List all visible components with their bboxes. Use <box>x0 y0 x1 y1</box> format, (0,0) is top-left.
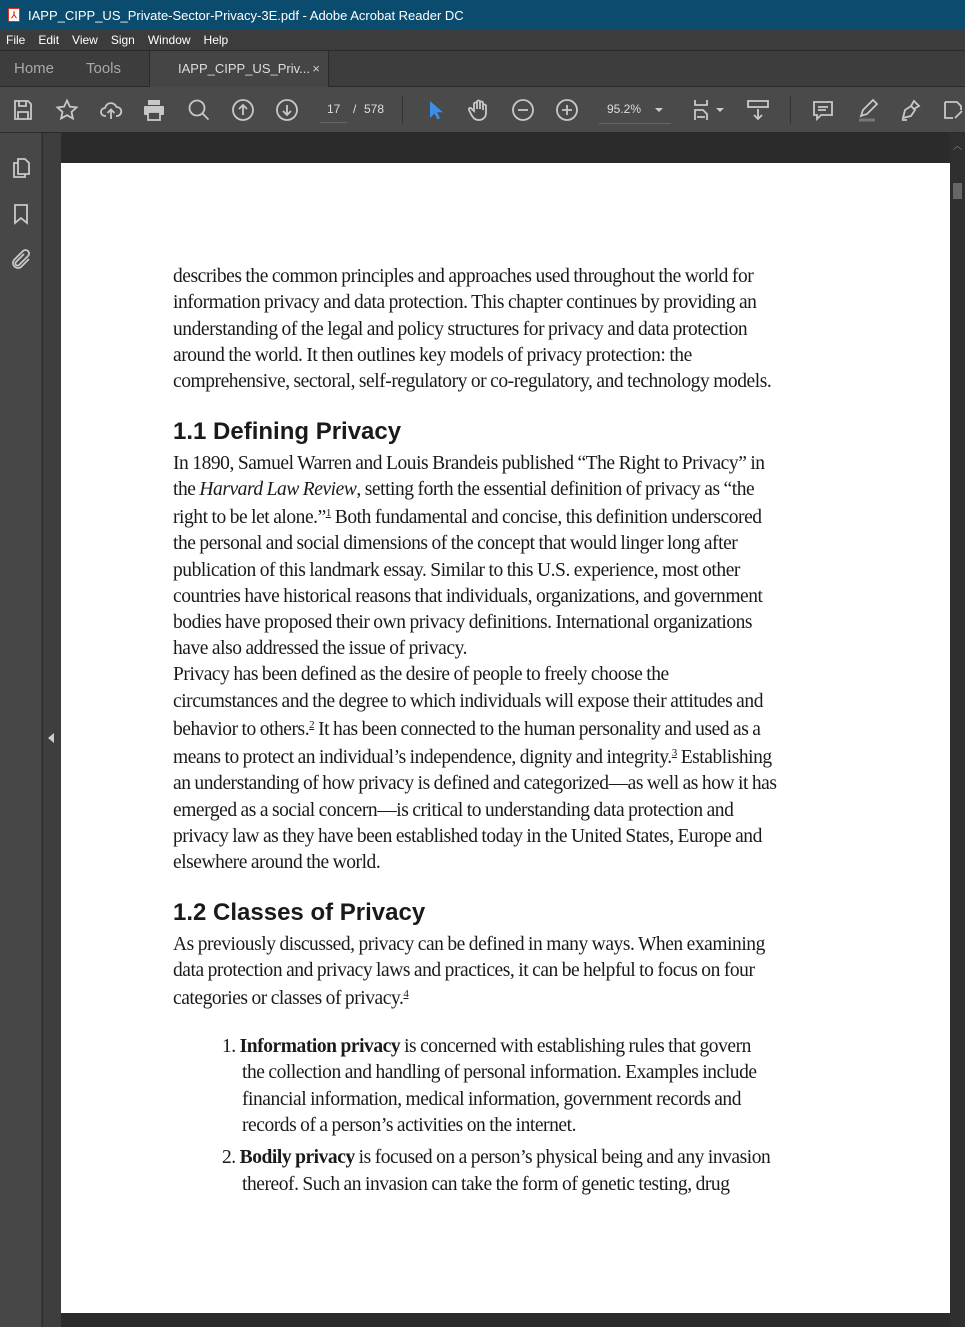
scrollbar-thumb[interactable] <box>953 183 962 199</box>
text-segment: 2. <box>222 1147 240 1168</box>
text-line <box>173 800 733 822</box>
zoom-search-icon[interactable] <box>186 97 212 123</box>
zoom-out-icon[interactable] <box>510 97 536 123</box>
text-line <box>173 266 753 288</box>
save-icon[interactable] <box>10 97 36 123</box>
text-segment: an understanding of how privacy is defined and categorized—as well as how it has <box>173 773 777 794</box>
page-separator: / <box>353 102 357 116</box>
text-line <box>173 292 756 314</box>
menu-file[interactable]: File <box>6 33 26 47</box>
acrobat-pdf-icon: ⅄ <box>8 8 20 22</box>
page-total: 578 <box>364 102 385 116</box>
text-segment: around the world. It then outlines key models of privacy protection: the <box>173 345 692 366</box>
text-line <box>222 1147 770 1169</box>
bold-term: Information privacy <box>239 1036 401 1057</box>
text-segment: information privacy and data protection. This chapter continues by providing an <box>173 292 757 313</box>
text-line <box>173 747 772 769</box>
text-line <box>173 319 747 341</box>
menu-help[interactable]: Help <box>203 33 229 47</box>
text-line <box>173 852 380 874</box>
text-line <box>173 612 752 634</box>
text-segment: comprehensive, sectoral, self-regulatory or co-regulatory, and technology models. <box>173 371 772 392</box>
text-line <box>173 586 763 608</box>
bold-term: Bodily privacy <box>239 1147 355 1168</box>
text-line <box>173 479 754 501</box>
previous-page-icon[interactable] <box>230 97 256 123</box>
toolbar-divider <box>402 96 403 124</box>
menu-window[interactable]: Window <box>147 33 191 47</box>
panel-collapse-handle[interactable] <box>43 133 61 1327</box>
toolbar-divider <box>790 96 791 124</box>
italic-text: Harvard Law Review <box>199 479 357 500</box>
text-segment: In 1890, Samuel Warren and Louis Brandeis published “The Right to Privacy” in <box>173 453 765 474</box>
text-line <box>173 533 737 555</box>
tab-tools[interactable]: Tools <box>86 60 122 77</box>
footnote-ref[interactable]: 4 <box>403 988 409 1000</box>
tab-home[interactable]: Home <box>14 60 55 77</box>
collapse-arrow-icon <box>48 733 54 743</box>
text-segment: is concerned with establishing rules that govern <box>400 1036 751 1057</box>
text-segment: categories or classes of privacy. <box>173 988 404 1009</box>
zoom-level-dropdown[interactable] <box>599 102 671 124</box>
text-segment: It has been connected to the human personality and used as a <box>314 719 761 740</box>
footnote-ref[interactable]: 2 <box>309 719 315 731</box>
close-tab-button[interactable]: × <box>312 61 320 76</box>
text-segment: have also addressed the issue of privacy. <box>173 638 468 659</box>
bookmarks-icon[interactable] <box>8 201 34 227</box>
menu-view[interactable]: View <box>72 33 98 47</box>
text-line <box>173 560 740 582</box>
text-line <box>173 371 771 393</box>
text-segment: financial information, medical information, government records and <box>242 1089 742 1110</box>
text-segment: behavior to others. <box>173 719 310 740</box>
text-segment: circumstances and the degree to which individuals will expose their attitudes and <box>173 691 763 712</box>
bookmark-star-icon[interactable] <box>54 97 80 123</box>
text-line <box>173 988 408 1010</box>
menu-bar <box>0 30 965 50</box>
text-segment: , setting forth the essential definition of privacy as “the <box>356 479 755 500</box>
scroll-up-icon[interactable]: ︿ <box>953 141 963 151</box>
select-cursor-icon[interactable] <box>422 97 448 123</box>
text-line <box>222 1036 751 1058</box>
text-segment: bodies have proposed their own privacy definitions. International organizations <box>173 612 753 633</box>
window-title: IAPP_CIPP_US_Private-Sector-Privacy-3E.pdf - Adobe Acrobat Reader DC <box>28 7 464 23</box>
text-segment: Both fundamental and concise, this definition underscored <box>330 507 762 528</box>
title-bar <box>0 0 965 30</box>
text-line <box>242 1174 730 1196</box>
text-segment: countries have historical reasons that individuals, organizations, and government <box>173 586 763 607</box>
text-line <box>173 960 755 982</box>
section-heading: 1.1 Defining Privacy <box>173 418 402 445</box>
text-line <box>173 691 763 713</box>
text-line <box>173 826 762 848</box>
text-segment: records of a person’s activities on the internet. <box>242 1115 577 1136</box>
text-segment: is focused on a person’s physical being and any invasion <box>354 1147 771 1168</box>
text-line <box>173 934 765 956</box>
text-segment: privacy law as they have been established today in the United States, Europe and <box>173 826 762 847</box>
text-line <box>173 345 692 367</box>
text-segment: publication of this landmark essay. Similar to this U.S. experience, most other <box>173 560 740 581</box>
tab-document[interactable] <box>149 51 329 87</box>
text-line <box>242 1115 576 1137</box>
zoom-in-icon[interactable] <box>554 97 580 123</box>
comment-icon[interactable] <box>810 97 836 123</box>
page-fit-icon[interactable] <box>690 97 716 123</box>
text-line <box>173 719 761 741</box>
text-line <box>173 453 765 475</box>
next-page-icon[interactable] <box>274 97 300 123</box>
cloud-upload-icon[interactable] <box>98 97 124 123</box>
text-segment: describes the common principles and approaches used throughout the world for <box>173 266 754 287</box>
text-segment: the collection and handling of personal information. Examples include <box>242 1062 757 1083</box>
text-segment: the personal and social dimensions of the concept that would linger long after <box>173 533 738 554</box>
text-segment: elsewhere around the world. <box>173 852 381 873</box>
text-segment: As previously discussed, privacy can be defined in many ways. When examining <box>173 934 765 955</box>
text-line <box>173 638 467 660</box>
section-heading: 1.2 Classes of Privacy <box>173 899 426 926</box>
highlight-pen-icon[interactable] <box>854 97 880 123</box>
text-segment: Privacy has been defined as the desire of people to freely choose the <box>173 664 669 685</box>
tab-bar <box>0 50 965 87</box>
text-line <box>242 1089 741 1111</box>
text-line <box>173 773 777 795</box>
toolbar <box>0 87 965 133</box>
tab-document-label: IAPP_CIPP_US_Priv... <box>178 61 310 76</box>
zoom-level-value: 95.2% <box>607 102 642 116</box>
text-line <box>173 507 762 529</box>
text-segment: data protection and privacy laws and practices, it can be helpful to focus on four <box>173 960 755 981</box>
page-number-input[interactable]: 17 <box>320 102 347 123</box>
print-icon[interactable] <box>141 97 167 123</box>
text-segment: Establishing <box>676 747 772 768</box>
vertical-scrollbar[interactable] <box>950 133 965 1327</box>
pdf-page <box>61 163 950 1313</box>
footnote-ref[interactable]: 1 <box>325 507 331 519</box>
text-segment: understanding of the legal and policy structures for privacy and data protection <box>173 319 748 340</box>
text-segment: emerged as a social concern—is critical to understanding data protection and <box>173 800 734 821</box>
fill-sign-icon[interactable] <box>898 97 924 123</box>
menu-sign[interactable]: Sign <box>110 33 135 47</box>
edit-pdf-icon[interactable] <box>940 97 965 123</box>
chevron-down-icon <box>655 108 663 112</box>
page-thumbnails-icon[interactable] <box>8 155 34 181</box>
hand-tool-icon[interactable] <box>466 97 492 123</box>
text-segment: the <box>173 479 200 500</box>
text-line <box>242 1062 757 1084</box>
attachments-icon[interactable] <box>8 247 34 273</box>
text-segment: means to protect an individual’s independence, dignity and integrity. <box>173 747 672 768</box>
scrolling-mode-icon[interactable] <box>745 97 771 123</box>
text-segment: thereof. Such an invasion can take the form of genetic testing, drug <box>242 1174 730 1195</box>
text-segment: right to be let alone.” <box>173 507 326 528</box>
menu-edit[interactable]: Edit <box>38 33 60 47</box>
left-navigation-panel <box>0 133 42 1327</box>
text-line <box>173 664 669 686</box>
text-segment: 1. <box>222 1036 240 1057</box>
footnote-ref[interactable]: 3 <box>671 747 677 759</box>
